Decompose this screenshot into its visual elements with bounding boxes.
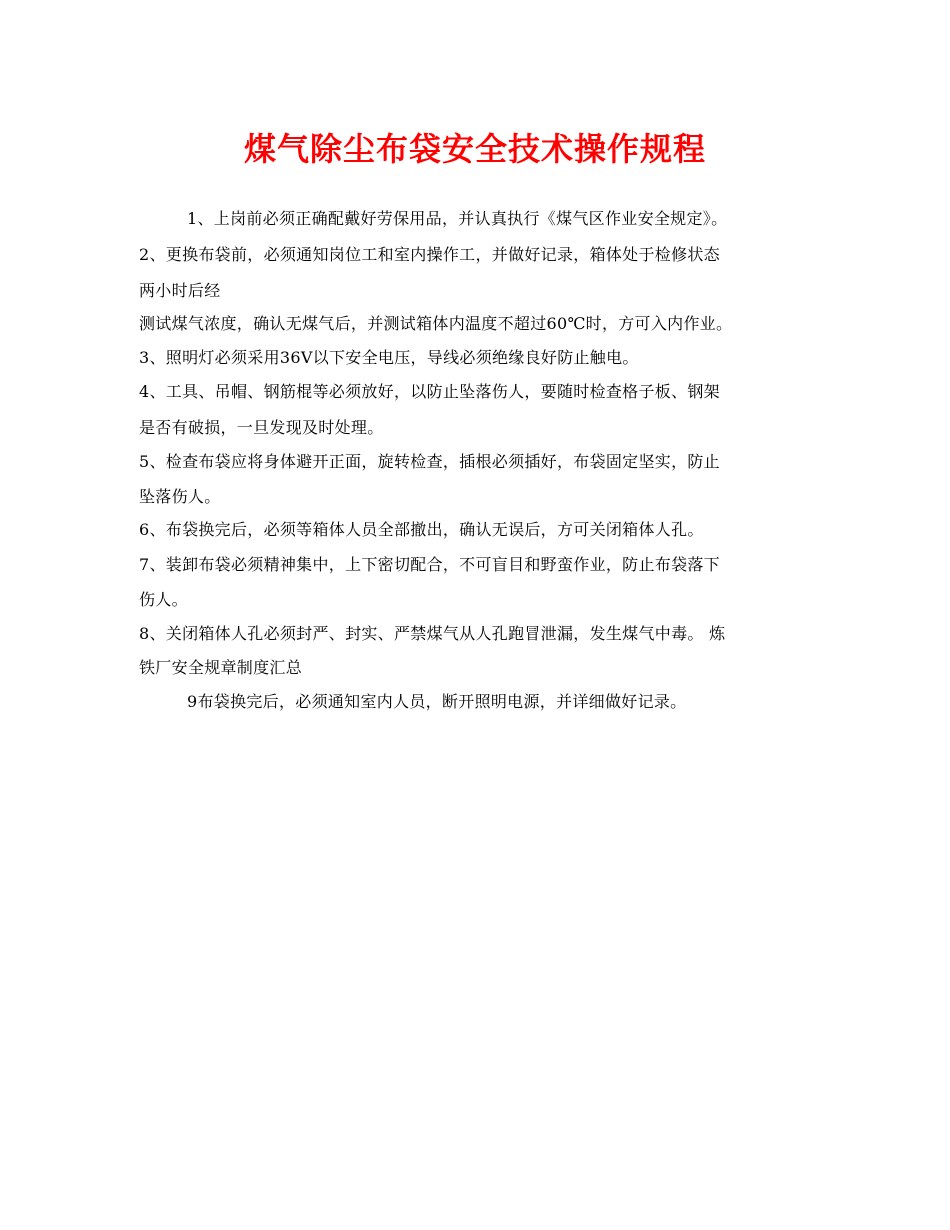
paragraph-line: 5、检查布袋应将身体避开正面，旋转检查，插根必须插好，布袋固定坚实，防止 bbox=[139, 452, 720, 471]
paragraph-line: 8、关闭箱体人孔必须封严、封实、严禁煤气从人孔跑冒泄漏，发生煤气中毒。 炼 bbox=[139, 624, 726, 643]
paragraph-line: 3、照明灯必须采用36V以下安全电压，导线必须绝缘良好防止触电。 bbox=[139, 348, 639, 367]
paragraph-line: 伤人。 bbox=[139, 590, 188, 609]
paragraph-line: 4、工具、吊帽、钢筋棍等必须放好，以防止坠落伤人，要随时检查格子板、钢架 bbox=[139, 382, 720, 401]
document-title: 煤气除尘布袋安全技术操作规程 bbox=[243, 130, 706, 168]
paragraph-line: 铁厂安全规章制度汇总 bbox=[139, 658, 303, 677]
paragraph-line: 9布袋换完后，必须通知室内人员，断开照明电源，并详细做好记录。 bbox=[187, 692, 687, 711]
paragraph-line: 坠落伤人。 bbox=[139, 487, 221, 506]
paragraph-line: 2、更换布袋前，必须通知岗位工和室内操作工，并做好记录，箱体处于检修状态 bbox=[139, 245, 720, 264]
paragraph-line: 测试煤气浓度，确认无煤气后，并测试箱体内温度不超过60℃时，方可入内作业。 bbox=[139, 314, 733, 333]
paragraph-line: 6、布袋换完后，必须等箱体人员全部撤出，确认无误后，方可关闭箱体人孔。 bbox=[139, 520, 704, 539]
paragraph-line: 7、装卸布袋必须精神集中，上下密切配合，不可盲目和野蛮作业，防止布袋落下 bbox=[139, 555, 720, 574]
paragraph-line: 是否有破损，一旦发现及时处理。 bbox=[139, 418, 384, 437]
paragraph-line: 1、上岗前必须正确配戴好劳保用品，并认真执行《煤气区作业安全规定》。 bbox=[187, 209, 728, 228]
paragraph-line: 两小时后经 bbox=[139, 281, 221, 300]
